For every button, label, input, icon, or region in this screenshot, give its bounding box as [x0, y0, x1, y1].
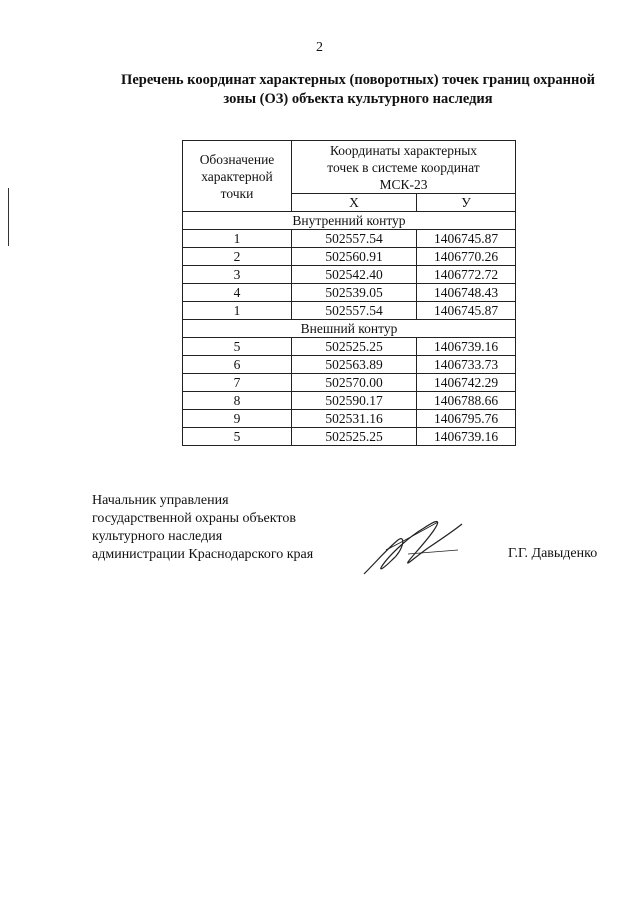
y-cell: 1406745.87 — [417, 302, 516, 320]
header-coords-cell — [292, 141, 516, 194]
x-cell: 502531.16 — [292, 410, 417, 428]
signature-position — [92, 492, 313, 564]
header-point-line: Обозначение — [199, 151, 275, 167]
table-row — [183, 428, 516, 446]
x-cell: 502539.05 — [292, 284, 417, 302]
y-cell: 1406739.16 — [417, 338, 516, 356]
position-line: Начальник управления — [92, 493, 229, 508]
y-cell: 1406770.26 — [417, 248, 516, 266]
table-header-row — [183, 141, 516, 194]
header-point-line: точки — [220, 185, 254, 201]
title-line-1: Перечень координат характерных (поворотных) точек границ охранной — [121, 72, 595, 88]
document-title — [98, 71, 618, 109]
position-line: государственной охраны объектов — [92, 511, 296, 526]
position-line: администрации Краснодарского края — [92, 547, 314, 562]
point-cell: 7 — [183, 374, 292, 392]
margin-mark — [8, 188, 9, 246]
header-coords-line: точек в системе координат — [327, 159, 480, 175]
table-row — [183, 338, 516, 356]
y-cell: 1406745.87 — [417, 230, 516, 248]
y-cell: 1406788.66 — [417, 392, 516, 410]
y-cell: 1406748.43 — [417, 284, 516, 302]
section-header-row — [183, 320, 516, 338]
x-cell: 502525.25 — [292, 338, 417, 356]
point-cell: 6 — [183, 356, 292, 374]
position-line: культурного наследия — [92, 529, 223, 544]
section-title: Внешний контур — [183, 320, 516, 338]
title-line-2: зоны (ОЗ) объекта культурного наследия — [223, 91, 493, 107]
header-point-cell — [183, 141, 292, 212]
table-body — [183, 212, 516, 446]
y-cell: 1406772.72 — [417, 266, 516, 284]
point-cell: 2 — [183, 248, 292, 266]
point-cell: 8 — [183, 392, 292, 410]
table-row — [183, 248, 516, 266]
header-x: X — [292, 194, 417, 212]
coordinates-table — [182, 140, 516, 446]
handwritten-signature — [358, 510, 468, 582]
table-row — [183, 284, 516, 302]
y-cell: 1406739.16 — [417, 428, 516, 446]
point-cell: 1 — [183, 302, 292, 320]
header-coords-line: МСК-23 — [379, 176, 428, 192]
x-cell: 502525.25 — [292, 428, 417, 446]
point-cell: 4 — [183, 284, 292, 302]
table-row — [183, 266, 516, 284]
x-cell: 502570.00 — [292, 374, 417, 392]
y-cell: 1406795.76 — [417, 410, 516, 428]
header-y: У — [417, 194, 516, 212]
point-cell: 9 — [183, 410, 292, 428]
signer-name: Г.Г. Давыденко — [508, 546, 598, 561]
page-number: 2 — [316, 40, 323, 55]
x-cell: 502557.54 — [292, 230, 417, 248]
table-row — [183, 374, 516, 392]
table-row — [183, 392, 516, 410]
table-row — [183, 302, 516, 320]
point-cell: 5 — [183, 428, 292, 446]
table-row — [183, 230, 516, 248]
y-cell: 1406733.73 — [417, 356, 516, 374]
header-coords-line: Координаты характерных — [329, 142, 478, 158]
table-row — [183, 356, 516, 374]
x-cell: 502590.17 — [292, 392, 417, 410]
point-cell: 1 — [183, 230, 292, 248]
x-cell: 502563.89 — [292, 356, 417, 374]
section-header-row — [183, 212, 516, 230]
y-cell: 1406742.29 — [417, 374, 516, 392]
table-row — [183, 410, 516, 428]
x-cell: 502560.91 — [292, 248, 417, 266]
x-cell: 502542.40 — [292, 266, 417, 284]
point-cell: 3 — [183, 266, 292, 284]
section-title: Внутренний контур — [183, 212, 516, 230]
point-cell: 5 — [183, 338, 292, 356]
header-point-line: характерной — [201, 168, 273, 184]
x-cell: 502557.54 — [292, 302, 417, 320]
